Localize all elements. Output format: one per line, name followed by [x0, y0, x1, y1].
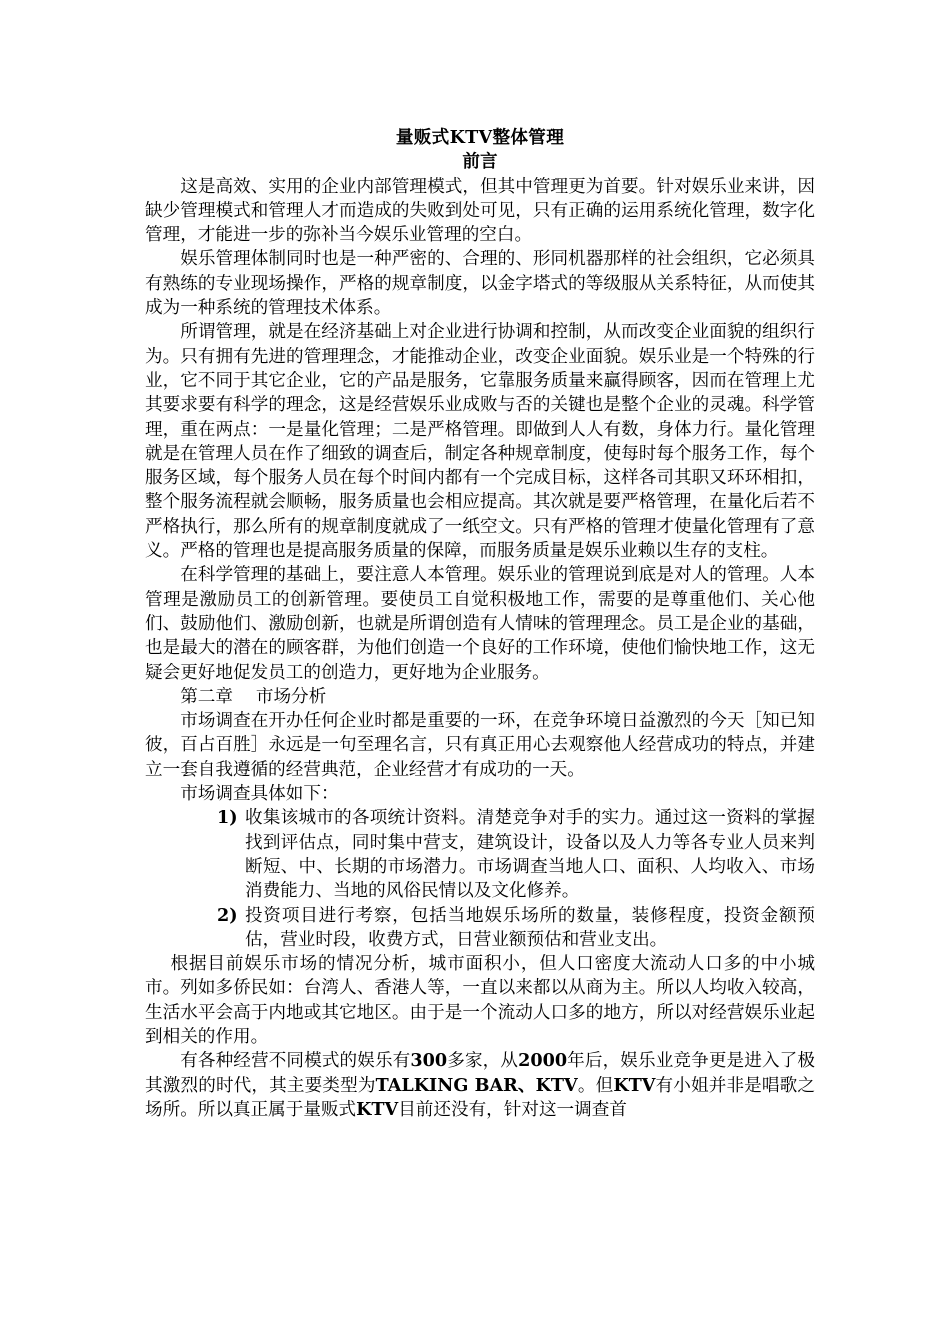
document-page: [145, 126, 815, 1122]
list-item: [217, 904, 815, 953]
market-list-heading: 市场调查具体如下：: [180, 784, 339, 805]
text-fragment: 有小姐并非是唱歌之场所。所以真正属于量贩式: [145, 1075, 815, 1120]
text-fragment: 有各种经营不同模式的娱乐有: [180, 1051, 411, 1072]
text-fragment: 。但: [577, 1075, 614, 1096]
preface-paragraph-3: 所谓管理，就是在经济基础上对企业进行协调和控制，从而改变企业面貌的组织行为。只有拥有先进的管理理念，才能推动企业，改变企业面貌。娱乐业是一个特殊的行业，它不同于其它企业，它的产品是服务，它靠服务质量来赢得顾客，因而在管理上尤其要求要有科学的理念，这是经营娱乐业成败与否的关键也是整个企业的灵魂。科学管理，重在两点：一是量化管理；二是严格管理。即做到人人有数，身体力行。量化管理就是在管理人员在作了细致的调查后，制定各种规章制度，使每时每个服务工作，每个服务区域，每个服务人员在每个时间内都有一个完成目标，这样各司其职又环环相扣，整个服务流程就会顺畅，服务质量也会相应提高。其次就是要严格管理，在量化后若不严格执行，那么所有的规章制度就成了一纸空文。只有严格的管理才使量化管理有了意义。严格的管理也是提高服务质量的保障，而服务质量是娱乐业赖以生存的支柱。: [145, 322, 815, 562]
list-item-text: 投资项目进行考察，包括当地娱乐场所的数量，装修程度，投资金额预估，营业时段，收费方式，日营业额预估和营业支出。: [245, 905, 815, 950]
chapter-title: 市场分析: [255, 686, 327, 707]
list-item-text: 收集该城市的各项统计资料。清楚竞争对手的实力。通过这一资料的掌握找到评估点，同时集中营支，建筑设计，设备以及人力等各专业人员来判断短、中、长期的市场潜力。市场调查当地人口、面积、人均收入、市场消费能力、当地的风俗民情以及文化修养。: [245, 808, 815, 902]
text-fragment: 年后，娱乐业竞争更是进入了极其激烈的时代，其主要类型为: [145, 1051, 815, 1096]
analysis-paragraph: 根据目前娱乐市场的情况分析，城市面积小，但人口密度大流动人口多的中小城市。列如多侨民如：台湾人、香港人等，一直以来都以从商为主。所以人均收入较高，生活水平会高于内地或其它地区。由于是一个流动人口多的地方，所以对经营娱乐业起到相关的作用。: [145, 954, 815, 1047]
venue-types: TALKING BAR、KTV: [375, 1074, 578, 1096]
competition-paragraph: [145, 1049, 815, 1122]
text-fragment: 多家，从: [447, 1051, 519, 1072]
list-item: [217, 806, 815, 903]
ktv-term: KTV: [356, 1098, 399, 1120]
preface-heading: 前言: [462, 151, 498, 173]
preface-paragraph-2: 娱乐管理体制同时也是一种严密的、合理的、形同机器那样的社会组织，它必须具有熟练的专业现场操作，严格的规章制度，以金字塔式的等级服从关系特征，从而使其成为一种系统的管理技术体系。: [145, 249, 815, 319]
text-fragment: 目前还没有，针对这一调查首: [398, 1099, 627, 1120]
list-item-number: 1): [217, 807, 238, 829]
ktv-term: KTV: [613, 1074, 656, 1096]
preface-paragraph-1: 这是高效、实用的企业内部管理模式，但其中管理更为首要。针对娱乐业来讲，因缺少管理模式和管理人才而造成的失败到处可见，只有正确的运用系统化管理，数字化管理，才能进一步的弥补当今娱乐业管理的空白。: [145, 176, 815, 246]
market-survey-list: [145, 806, 815, 952]
chapter-heading: [145, 685, 815, 709]
chapter-number: 第二章: [180, 686, 233, 707]
preface-paragraph-4: 在科学管理的基础上，要注意人本管理。娱乐业的管理说到底是对人的管理。人本管理是激励员工的创新管理。要使员工自觉积极地工作，需要的是尊重他们、关心他们、鼓励他们、激励创新，也就是所谓创造有人情味的管理理念。员工是企业的基础，也是最大的潜在的顾客群，为他们创造一个良好的工作环境，使他们愉快地工作，这无疑会更好地促发员工的创造力，更好地为企业服务。: [145, 565, 815, 683]
document-title: 量贩式KTV整体管理: [395, 127, 565, 148]
year-value: 2000: [518, 1050, 568, 1072]
list-item-number: 2): [217, 904, 238, 926]
venue-count: 300: [410, 1050, 448, 1072]
market-intro-paragraph: 市场调查在开办任何企业时都是重要的一环，在竞争环境日益激烈的今天［知已知彼，百占百胜］永远是一句至理名言，只有真正用心去观察他人经营成功的特点，并建立一套自我遵循的经营典范，企业经营才有成功的一天。: [145, 711, 815, 780]
